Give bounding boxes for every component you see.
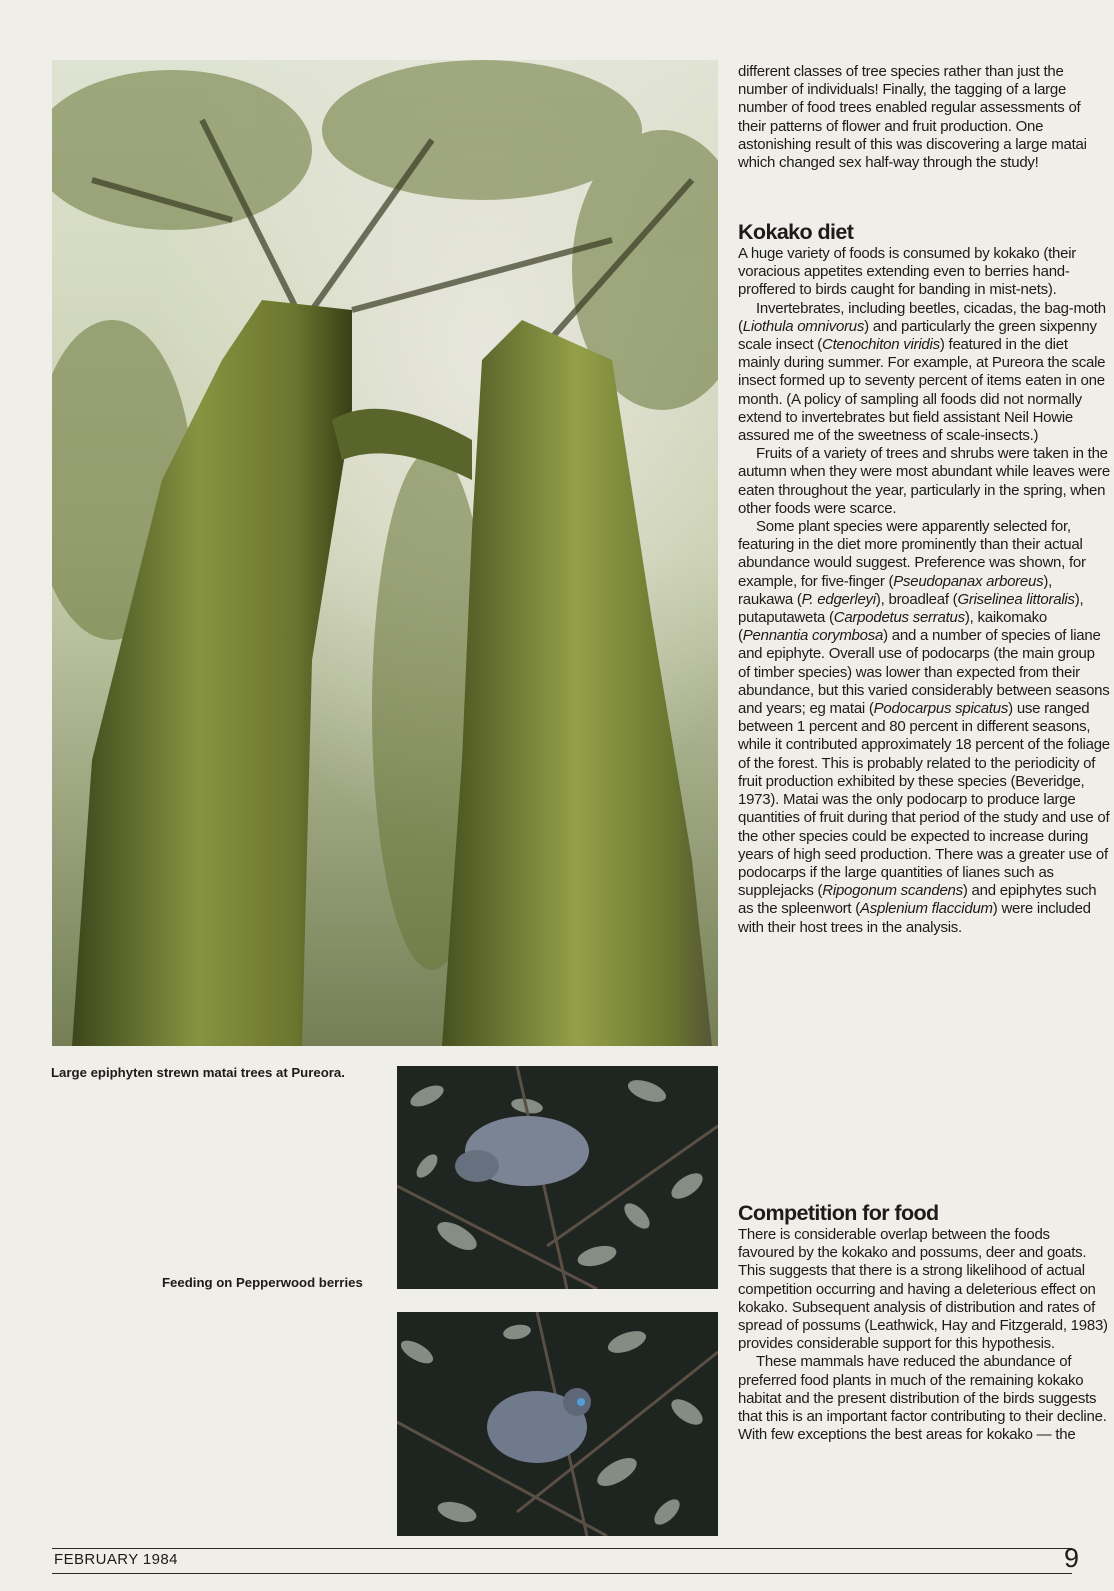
page-number: 9 xyxy=(1064,1543,1080,1573)
competition-heading: Competition for food xyxy=(738,1201,939,1225)
competition-paragraph-2: These mammals have reduced the abundance of preferred food plants in much of the remaining kokako habitat and the present distribution of the birds suggests that this is an important factor contributing to their decline. With few exceptions the best areas for kokako — the xyxy=(738,1353,1107,1444)
diet-paragraph-1: A huge variety of foods is consumed by kokako (their voracious appetites extending even to berries hand-proffered to birds caught for banding in mist-nets). xyxy=(738,245,1077,299)
kokako-diet-heading: Kokako diet xyxy=(738,220,854,244)
diet-paragraph-2: Invertebrates, including beetles, cicadas, the bag-moth (Liothula omnivorus) and particularly the green sixpenny scale insect (Ctenochiton viridis) featured in the diet mainly during summer. For example, at Pureora the scale insect formed up to seventy percent of items eaten in one month. (A policy of sampling all foods did not normally extend to invertebrates but field assistant Neil Howie assured me of the sweetness of scale-insects.) xyxy=(738,299,1106,445)
footer-rule-bottom xyxy=(52,1573,1072,1574)
matai-trees-photo xyxy=(52,60,718,1046)
footer-rule-top xyxy=(52,1548,1072,1549)
kokako-feeding-illustration xyxy=(397,1066,718,1289)
intro-paragraph: different classes of tree species rather than just the number of individuals! Finally, the tagging of a large number of food trees enabled regular assessments of their patterns of flower and fruit production. One astonishing result of this was discovering a large matai which changed sex half-way through the study! xyxy=(738,63,1087,172)
kokako-photo-top xyxy=(397,1066,718,1289)
birds-caption: Feeding on Pepperwood berries xyxy=(162,1275,363,1290)
competition-paragraph-1: There is considerable overlap between the foods favoured by the kokako and possums, deer and goats. This suggests that there is a strong likelihood of actual competition occurring and having a deleterious effect on kokako. Subsequent analysis of distribution and rates of spread of possums (Leathwick, Hay and Fitzgerald, 1983) provides considerable support for this hypothesis. xyxy=(738,1226,1108,1353)
matai-trees-illustration xyxy=(52,60,718,1046)
trees-caption: Large epiphyten strewn matai trees at Pureora. xyxy=(51,1065,345,1080)
diet-paragraph-3: Fruits of a variety of trees and shrubs were taken in the autumn when they were most abundant while leaves were eaten throughout the year, particularly in the spring, when other foods were scarce. xyxy=(738,445,1110,517)
diet-paragraph-4: Some plant species were apparently selected for, featuring in the diet more prominently than their actual abundance would suggest. Preference was shown, for example, for five-finger (Pseudopanax arboreus), raukawa (P. edgerleyi), broadleaf (Griselinea littoralis), putaputaweta (Carpodetus serratus), kaikomako (Pennantia corymbosa) and a number of species of liane and epiphyte. Overall use of podocarps (the main group of timber species) was lower than expected from their abundance, but this varied considerably between seasons and years; eg matai (Podocarpus spicatus) use ranged between 1 percent and 80 percent in different seasons, while it contributed approximately 18 percent of the foliage of the forest. This is probably related to the periodicity of fruit production exhibited by these species (Beveridge, 1973). Matai was the only podocarp to produce large quantities of fruit during that period of the study and use of the other species could be expected to increase during years of high seed production. There was a greater use of podocarps if the large quantities of lianes such as supplejacks (Ripogonum scandens) and epiphytes such as the spleenwort (Asplenium flaccidum) were included with their host trees in the analysis. xyxy=(738,518,1110,936)
issue-date: FEBRUARY 1984 xyxy=(54,1551,178,1568)
competition-section xyxy=(738,1200,1110,1444)
kokako-diet-section xyxy=(738,219,1110,937)
kokako-perched-illustration xyxy=(397,1312,718,1536)
kokako-photo-bottom xyxy=(397,1312,718,1536)
article-intro xyxy=(738,63,1110,172)
